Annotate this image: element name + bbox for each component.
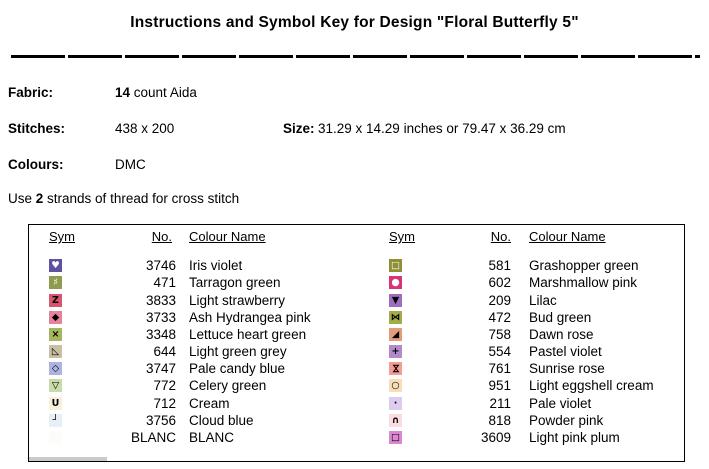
- thread-number: 209: [488, 293, 511, 308]
- strands-suffix: strands of thread for cross stitch: [43, 191, 240, 206]
- key-row: [357, 276, 683, 293]
- key-row: [357, 414, 683, 431]
- colour-name: Lettuce heart green: [189, 327, 307, 342]
- header-no: No.: [151, 229, 172, 244]
- key-row: [357, 345, 683, 362]
- letter-u-icon: U: [49, 397, 62, 410]
- colour-name: Iris violet: [189, 258, 243, 273]
- fabric-count: 14: [115, 85, 131, 100]
- colour-name: Tarragon green: [189, 275, 281, 290]
- colour-name: Celery green: [189, 378, 267, 393]
- page-title: Instructions and Symbol Key for Design "Floral Butterfly 5": [130, 14, 579, 31]
- colour-name: BLANC: [189, 430, 235, 445]
- colour-name: Light strawberry: [189, 293, 286, 308]
- triangle-down-filled-icon: ▼: [389, 294, 402, 307]
- key-row: [357, 328, 683, 345]
- colour-name: Sunrise rose: [529, 361, 605, 376]
- letter-z-icon: Z: [49, 294, 62, 307]
- colour-name: Pastel violet: [529, 344, 602, 359]
- thread-number: 818: [488, 413, 511, 428]
- title-divider: [11, 55, 700, 58]
- thread-number: 3756: [145, 413, 176, 428]
- strands-count: 2: [35, 191, 44, 206]
- fabric-value: [115, 85, 197, 100]
- thread-number: 3609: [480, 430, 511, 445]
- thread-number: 761: [488, 361, 511, 376]
- colour-name: Ash Hydrangea pink: [189, 310, 311, 325]
- colour-name: Grashopper green: [529, 258, 639, 273]
- key-row: [29, 397, 357, 414]
- colour-name: Dawn rose: [529, 327, 594, 342]
- colour-name: Marshmallow pink: [529, 275, 638, 290]
- colour-name: Light green grey: [189, 344, 287, 359]
- thread-number: 772: [153, 378, 176, 393]
- fabric-rest: count Aida: [130, 85, 197, 100]
- header-sym: Sym: [389, 229, 415, 244]
- thread-number: 211: [489, 396, 511, 411]
- colours-value: DMC: [115, 157, 146, 172]
- colour-name: Cream: [189, 396, 230, 411]
- rectangle-outline-icon: □: [389, 431, 402, 444]
- hourglass-icon: ⋈: [390, 363, 401, 374]
- diamond-filled-icon: ◆: [49, 311, 62, 324]
- stitches-value: 438 x 200: [115, 121, 175, 136]
- bowtie-icon: ⋈: [390, 312, 401, 323]
- header-colour-name: Colour Name: [529, 229, 606, 244]
- heart-icon: ♥: [49, 259, 62, 272]
- sharp-icon: ♯: [49, 276, 62, 289]
- colour-name: Pale violet: [529, 396, 592, 411]
- table-bottom-shadow: [29, 457, 107, 461]
- key-column-left: [29, 225, 357, 461]
- header-sym: Sym: [49, 229, 75, 244]
- fabric-label: Fabric:: [8, 85, 54, 100]
- thread-number: 3747: [145, 361, 176, 376]
- colour-name: Lilac: [529, 293, 557, 308]
- thread-number: 3833: [145, 293, 176, 308]
- thread-number: 3746: [145, 258, 176, 273]
- size-value: 31.29 x 14.29 inches or 79.47 x 36.29 cm: [318, 121, 566, 136]
- key-row: [357, 311, 683, 328]
- key-row: [357, 362, 683, 379]
- colour-name: Light pink plum: [529, 430, 620, 445]
- thread-number: BLANC: [130, 430, 176, 445]
- thread-number: 644: [153, 344, 176, 359]
- key-row: [29, 379, 357, 396]
- triangle-lower-left-outline-icon: ◺: [49, 345, 62, 358]
- key-column-right: [357, 225, 683, 461]
- strands-prefix: Use: [8, 191, 36, 206]
- colour-name: Bud green: [529, 310, 592, 325]
- header-colour-name: Colour Name: [189, 229, 266, 244]
- key-row: [357, 259, 683, 276]
- thread-number: 3733: [145, 310, 176, 325]
- key-row: [29, 328, 357, 345]
- colour-name: Powder pink: [529, 413, 604, 428]
- symbol-key-table: [28, 224, 685, 462]
- square-outline-icon: □: [389, 259, 402, 272]
- strands-note: [8, 191, 239, 206]
- key-row: [29, 294, 357, 311]
- corner-bottom-right-icon: ┘: [49, 414, 62, 427]
- thread-number: 951: [488, 378, 511, 393]
- stitches-label: Stitches:: [8, 121, 66, 136]
- thread-number: 554: [488, 344, 511, 359]
- size-label: Size:: [283, 121, 315, 136]
- key-row: [29, 431, 357, 448]
- thread-number: 758: [488, 327, 511, 342]
- key-row: [29, 414, 357, 431]
- key-row: [357, 294, 683, 311]
- colour-name: Light eggshell cream: [529, 378, 654, 393]
- thread-number: 712: [153, 396, 176, 411]
- key-row: [29, 259, 357, 276]
- thread-number: 602: [488, 275, 511, 290]
- diamond-outline-icon: ◇: [49, 362, 62, 375]
- key-row: [29, 362, 357, 379]
- dot-icon: ·: [389, 397, 402, 410]
- colour-name: Pale candy blue: [189, 361, 286, 376]
- key-row: [357, 379, 683, 396]
- thread-number: 472: [488, 310, 511, 325]
- key-row: [357, 397, 683, 414]
- key-row: [357, 431, 683, 448]
- plus-icon: +: [389, 345, 402, 358]
- key-row: [29, 345, 357, 362]
- thread-number: 471: [153, 275, 176, 290]
- arch-icon: ∩: [389, 414, 402, 427]
- triangle-down-outline-icon: ▽: [49, 379, 62, 392]
- key-row: [29, 311, 357, 328]
- header-no: No.: [490, 229, 511, 244]
- cross-x-icon: ×: [49, 328, 62, 341]
- circle-filled-icon: ●: [389, 276, 402, 289]
- triangle-lower-right-filled-icon: ◢: [389, 328, 402, 341]
- thread-number: 581: [488, 258, 511, 273]
- blank-swatch: [49, 431, 62, 444]
- thread-number: 3348: [145, 327, 176, 342]
- colour-name: Cloud blue: [189, 413, 254, 428]
- key-row: [29, 276, 357, 293]
- circle-outline-icon: ○: [389, 379, 402, 392]
- colours-label: Colours:: [8, 157, 64, 172]
